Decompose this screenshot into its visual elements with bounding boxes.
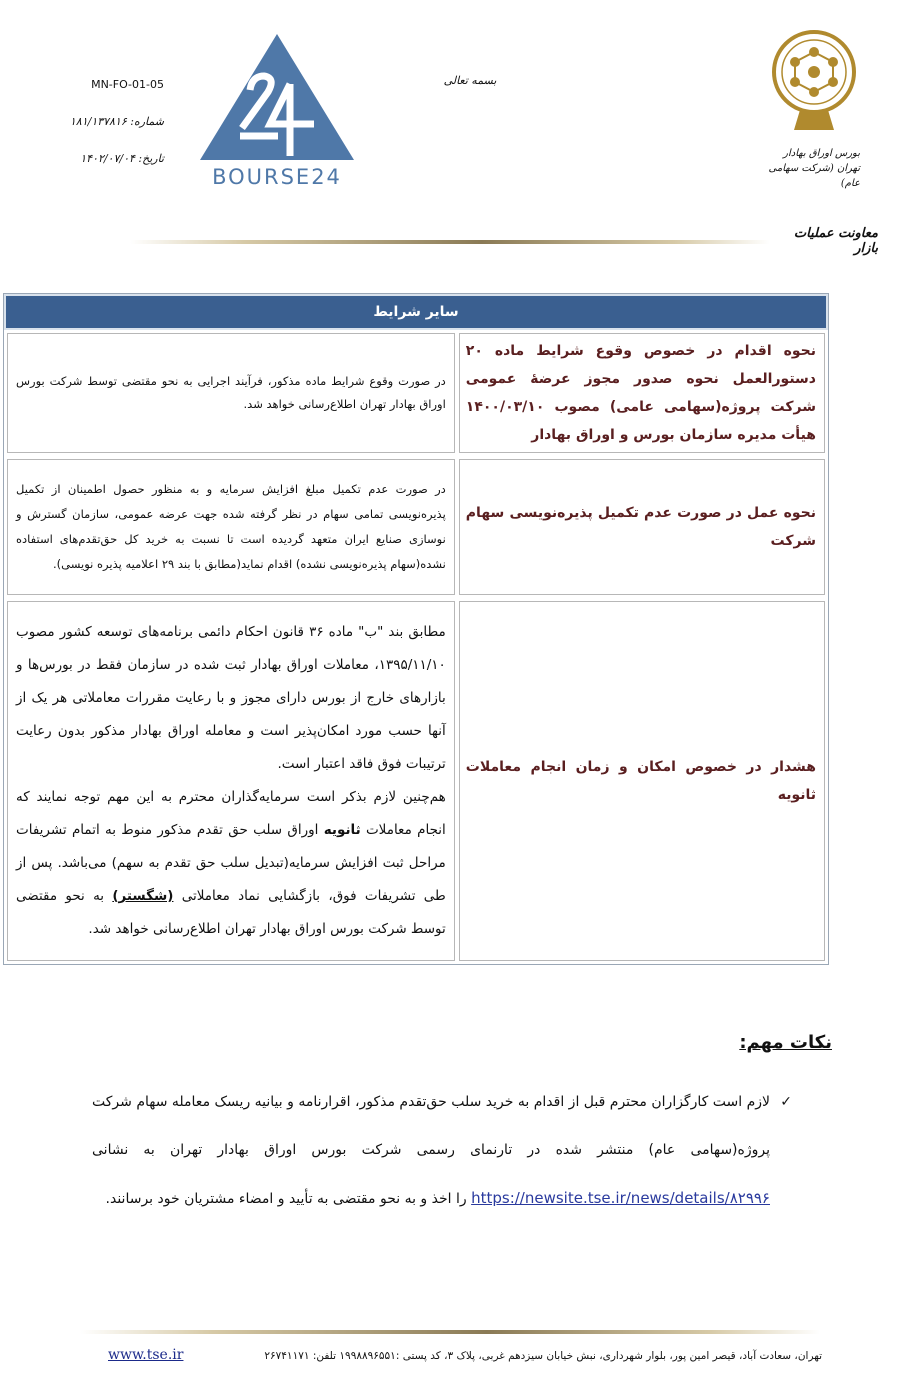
news-link[interactable]: https://newsite.tse.ir/news/details/۸۲۹۹۶ <box>471 1189 770 1207</box>
notes-title: نکات مهم: <box>739 1032 832 1053</box>
bismillah: بسمه تعالی <box>443 74 497 87</box>
header-divider <box>130 240 770 244</box>
table-row <box>4 598 828 964</box>
secondary-emphasis: ثانویه <box>323 822 361 838</box>
footer-address: تهران، سعادت آباد، قیصر امین پور، بلوار شهرداری، نبش خیابان سیزدهم غربی، پلاک ۳، کد پستی :۱۹۹۸۸۹۶۵۵۱ تلفن: ۲۶۷۴۱۱۷۱ <box>264 1350 822 1362</box>
row-title: نحوه اقدام در خصوص وقوع شرایط ماده ۲۰ دستورالعمل نحوه صدور مجوز عرضهٔ عمومی شرکت پروژه(سهامی عامی) مصوب ۱۴۰۰/۰۳/۱۰ هیأت مدیره سازمان بورس و اوراق بهادار <box>459 333 825 453</box>
note-text-b: را اخذ و به نحو مقتضی به تأیید و امضاء مشتریان خود برسانند. <box>105 1191 467 1207</box>
warning-paragraph-1: مطابق بند "ب" ماده ۳۶ قانون احکام دائمی برنامه‌های توسعه کشور مصوب ۱۳۹۵/۱۱/۱۰، معاملات اوراق بهادار ثبت شده در سازمان فقط در بورس‌ها و بازارهای خارج از بورس دارای مجوز و با رعایت مقررات معاملاتی هر یک از آنها حسب مورد امکان‌پذیر است و معامله اوراق بهادار مذکور بدون رعایت ترتیبات فوق فاقد اعتبار است. <box>16 624 446 772</box>
table-row <box>4 330 828 456</box>
conditions-table <box>3 293 829 965</box>
note-item <box>92 1078 792 1223</box>
warning-paragraph-2a: هم‌چنین لازم بذکر است سرمایه‌گذاران محترم به این مهم توجه نمایند که انجام معاملات <box>16 789 446 838</box>
row-body <box>7 601 455 961</box>
row-title: نحوه عمل در صورت عدم تکمیل پذیره‌نویسی سهام شرکت <box>459 459 825 595</box>
row-body: در صورت عدم تکمیل مبلغ افزایش سرمایه و به منظور حصول اطمینان از تکمیل پذیره‌نویسی تمامی سهام در نظر گرفته شده جهت عرضه عمومی، سازمان گسترش و نوسازی صنایع ایران متعهد گردیده است تا نسبت به خرید کل حق‌تقدم‌های استفاده نشده(سهام پذیره‌نویسی نشده) اقدام نماید(مطابق با بند ۲۹ اعلامیه پذیره نویسی). <box>7 459 455 595</box>
table-heading: سایر شرایط <box>4 294 828 330</box>
note-text-a: لازم است کارگزاران محترم قبل از اقدام به خرید سلب حق‌تقدم مذکور، اقرارنامه و بیانیه ریسک معامله سهام شرکت پروژه(سهامی عام) منتشر شده در تارنمای رسمی شرکت بورس اوراق بهادار تهران به نشانی <box>92 1094 770 1158</box>
website-link[interactable]: www.tse.ir <box>108 1347 184 1363</box>
document-meta <box>60 76 164 187</box>
org-name: بورس اوراق بهادار تهران (شرکت سهامی عام) <box>768 148 860 189</box>
row-body: در صورت وقوع شرایط ماده مذکور، فرآیند اجرایی به نحو مقتضی توسط شرکت بورس اوراق بهادار تهران اطلاع‌رسانی خواهد شد. <box>7 333 455 453</box>
warning-paragraph-2b: اوراق سلب حق تقدم مذکور منوط به اتمام تشریفات مراحل ثبت افزایش سرمایه(تبدیل سلب حق تقدم به سهم) می‌باشد. پس از طی تشریفات فوق، بازگشایی نماد معاملاتی <box>16 822 446 904</box>
document-date: تاریخ: ۱۴۰۲/۰۷/۰۴ <box>80 152 164 165</box>
department-title: معاونت عملیات بازار <box>793 226 878 256</box>
checkmark-icon: ✓ <box>780 1094 792 1110</box>
brand-text: BOURSE24 <box>212 165 342 188</box>
document-number: شماره: ۱۸۱/۱۳۷۸۱۶ <box>69 115 164 128</box>
tse-logo <box>770 30 858 136</box>
bourse24-logo <box>196 32 358 188</box>
footer-divider <box>80 1330 820 1334</box>
table-row <box>4 456 828 598</box>
warning-paragraph-2c: به نحو مقتضی توسط شرکت بورس اوراق بهادار تهران اطلاع‌رسانی خواهد شد. <box>16 888 446 937</box>
trading-symbol: (شگستر) <box>112 888 174 904</box>
form-code: MN-FO-01-05 <box>91 78 164 91</box>
row-title: هشدار در خصوص امکان و زمان انجام معاملات ثانویه <box>459 601 825 961</box>
